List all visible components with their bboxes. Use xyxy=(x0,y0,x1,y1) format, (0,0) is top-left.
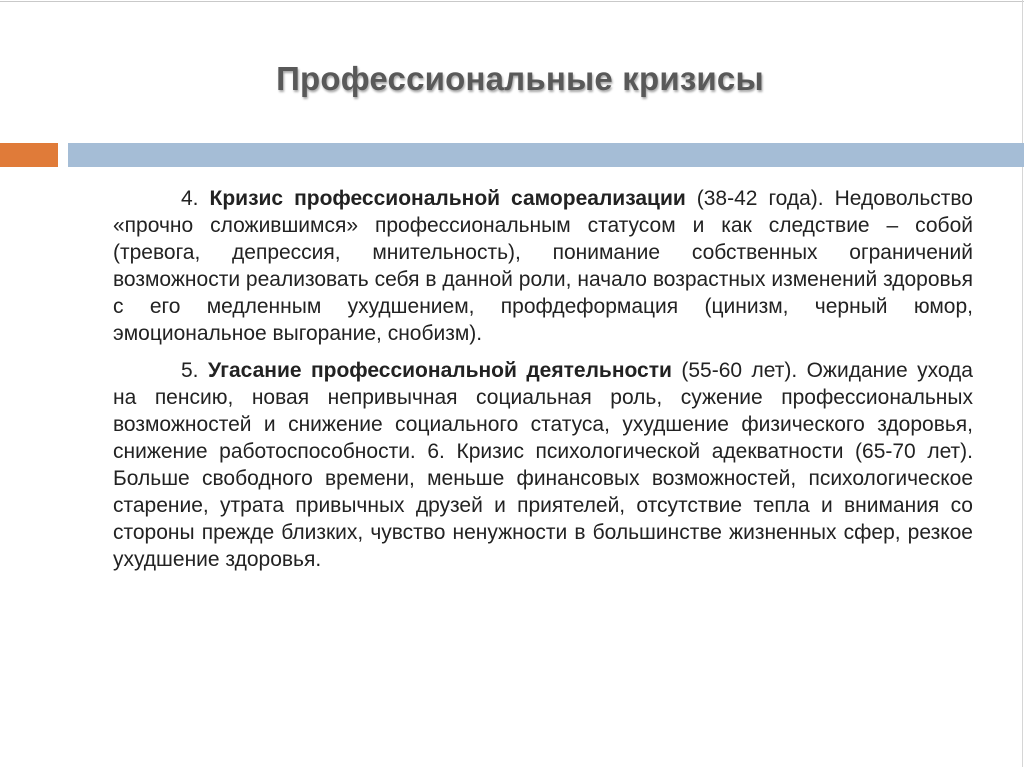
paragraph-heading: Угасание профессиональной деятельности xyxy=(207,359,672,382)
accent-bar-blue xyxy=(68,143,1024,167)
accent-bar-orange xyxy=(0,143,58,167)
paragraph-text: (55-60 лет). Ожидание ухода на пенсию, новая непривычная социальная роль, сужение профессиональных возможностей и снижение социального статуса, ухудшение физического здоровья, снижение работоспособности. 6. Кризис психологической адекватности (65-70 лет). Больше свободного времени, меньше финансовых возможностей, психологическое старение, утрата привычных друзей и приятелей, отсутствие тепла и внимания со стороны прежде близких, чувство ненужности в большинстве жизненных сфер, резкое ухудшение здоровья. xyxy=(113,359,973,571)
paragraph-number: 4. xyxy=(181,187,199,210)
slide-title[interactable]: Профессиональные кризисы xyxy=(276,60,764,97)
paragraph-number: 5. xyxy=(181,359,199,382)
slide-body-textbox[interactable] xyxy=(113,185,973,583)
paragraph-heading: Кризис профессиональной самореализации xyxy=(209,187,686,210)
frame-border-right xyxy=(1022,0,1023,767)
paragraph-crisis-4 xyxy=(113,185,973,347)
paragraph-crisis-5 xyxy=(113,357,973,573)
frame-border-top xyxy=(0,1,1024,2)
paragraph-text: (38-42 года). Недовольство «прочно сложившимся» профессиональным статусом и как следствие – собой (тревога, депрессия, мнительность), понимание собственных ограничений возможности реализовать себя в данной роли, начало возрастных изменений здоровья с его медленным ухудшением, профдеформация (цинизм, черный юмор, эмоциональное выгорание, снобизм). xyxy=(113,187,973,345)
